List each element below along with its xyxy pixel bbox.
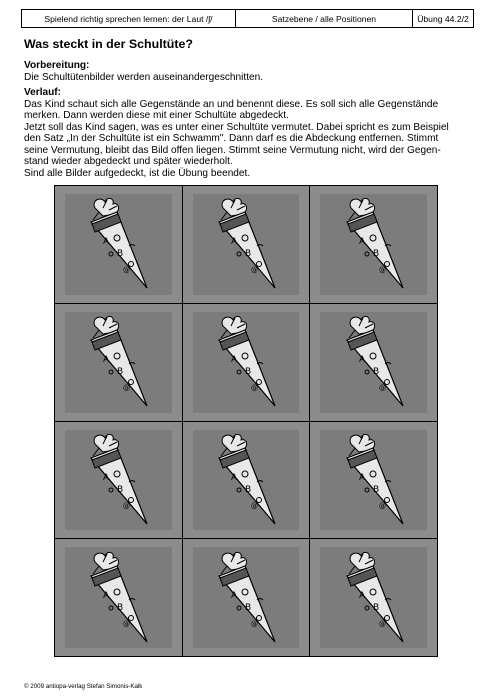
svg-text:A: A: [103, 237, 110, 248]
svg-text:A: A: [230, 355, 238, 366]
procedure-section: [24, 87, 456, 179]
procedure-heading: Verlauf:: [24, 87, 62, 98]
svg-text:@: @: [378, 266, 386, 275]
school-cone-icon: [65, 312, 172, 413]
school-cone-card-grid: [54, 185, 438, 657]
svg-text:B: B: [372, 367, 379, 378]
procedure-line: Jetzt soll das Kind sagen, was es unter einer Schultüte vermutet. Dabei spricht es zum Beispiel: [24, 121, 449, 133]
school-cone-icon: [65, 430, 172, 531]
header-series-title: Spielend richtig sprechen lernen: der Laut /ʃ/: [22, 10, 236, 27]
svg-text:@: @: [123, 501, 131, 510]
procedure-line: den Satz „In der Schultüte ist ein Schwamm". Dann darf es die Abdeckung entfernen. Stimmt: [24, 133, 439, 144]
svg-text:@: @: [123, 384, 131, 393]
svg-text:A: A: [358, 237, 365, 248]
copyright-footer: © 2009 antiopa-verlag Stefan Simonis-Kalk: [24, 683, 143, 690]
school-cone-card[interactable]: [310, 539, 437, 656]
school-cone-card[interactable]: [310, 422, 437, 539]
svg-text:B: B: [117, 484, 124, 495]
school-cone-card[interactable]: [310, 304, 437, 421]
school-cone-icon: [320, 547, 427, 648]
page-title: Was steckt in der Schultüte?: [24, 37, 193, 51]
svg-text:A: A: [230, 472, 238, 483]
svg-text:A: A: [358, 590, 365, 601]
school-cone-card[interactable]: [310, 186, 437, 303]
procedure-line: stand wieder abgedeckt und später wiederholt.: [24, 156, 233, 167]
svg-text:@: @: [250, 384, 258, 393]
svg-text:B: B: [372, 249, 379, 260]
school-cone-icon: [193, 312, 300, 413]
school-cone-card[interactable]: [55, 304, 182, 421]
svg-text:@: @: [250, 619, 258, 628]
svg-text:A: A: [230, 590, 238, 601]
school-cone-icon: [193, 194, 300, 295]
svg-text:A: A: [358, 472, 365, 483]
svg-text:A: A: [103, 355, 110, 366]
school-cone-icon: [320, 194, 427, 295]
school-cone-card[interactable]: [55, 539, 182, 656]
svg-text:@: @: [250, 266, 258, 275]
preparation-section: [24, 60, 263, 83]
school-cone-icon: [65, 194, 172, 295]
school-cone-card[interactable]: [55, 186, 182, 303]
svg-text:B: B: [117, 249, 124, 260]
procedure-line: seine Vermutung, bleibt das Bild offen liegen. Stimmt seine Vermutung nicht, wird der Gegen-: [24, 144, 441, 156]
svg-text:B: B: [244, 484, 252, 495]
svg-text:B: B: [244, 367, 252, 378]
preparation-line: Die Schultütenbilder werden auseinandergeschnitten.: [24, 71, 264, 83]
svg-text:A: A: [230, 237, 238, 248]
svg-text:B: B: [372, 602, 379, 613]
svg-text:A: A: [103, 590, 110, 601]
svg-text:B: B: [117, 602, 124, 613]
svg-text:@: @: [378, 384, 386, 393]
svg-text:B: B: [372, 484, 379, 495]
worksheet-header: [21, 9, 474, 28]
svg-text:@: @: [250, 501, 258, 510]
header-level: Satzebene / alle Positionen: [236, 10, 413, 27]
svg-text:@: @: [123, 619, 131, 628]
school-cone-icon: [65, 547, 172, 648]
svg-text:B: B: [117, 367, 124, 378]
svg-text:A: A: [103, 472, 110, 483]
school-cone-icon: [193, 547, 300, 648]
school-cone-card[interactable]: [183, 304, 310, 421]
svg-text:@: @: [378, 501, 386, 510]
school-cone-card[interactable]: [183, 422, 310, 539]
preparation-heading: Vorbereitung:: [24, 60, 90, 71]
procedure-line: Das Kind schaut sich alle Gegenstände an und benennt diese. Es soll sich alle Gegenstände: [24, 98, 439, 110]
procedure-line: Sind alle Bilder aufgedeckt, ist die Übung beendet.: [24, 167, 251, 179]
svg-text:B: B: [244, 249, 252, 260]
school-cone-icon: [193, 430, 300, 531]
school-cone-card[interactable]: [55, 422, 182, 539]
school-cone-icon: [320, 312, 427, 413]
school-cone-card[interactable]: [183, 539, 310, 656]
svg-text:B: B: [244, 602, 252, 613]
svg-text:@: @: [123, 266, 131, 275]
school-cone-card[interactable]: [183, 186, 310, 303]
procedure-line: merken. Dann werden diese mit einer Schultüte abgedeckt.: [24, 110, 289, 121]
school-cone-icon: [320, 430, 427, 531]
header-exercise-number: Übung 44.2/2: [417, 13, 469, 24]
svg-text:@: @: [378, 619, 386, 628]
svg-text:A: A: [358, 355, 365, 366]
